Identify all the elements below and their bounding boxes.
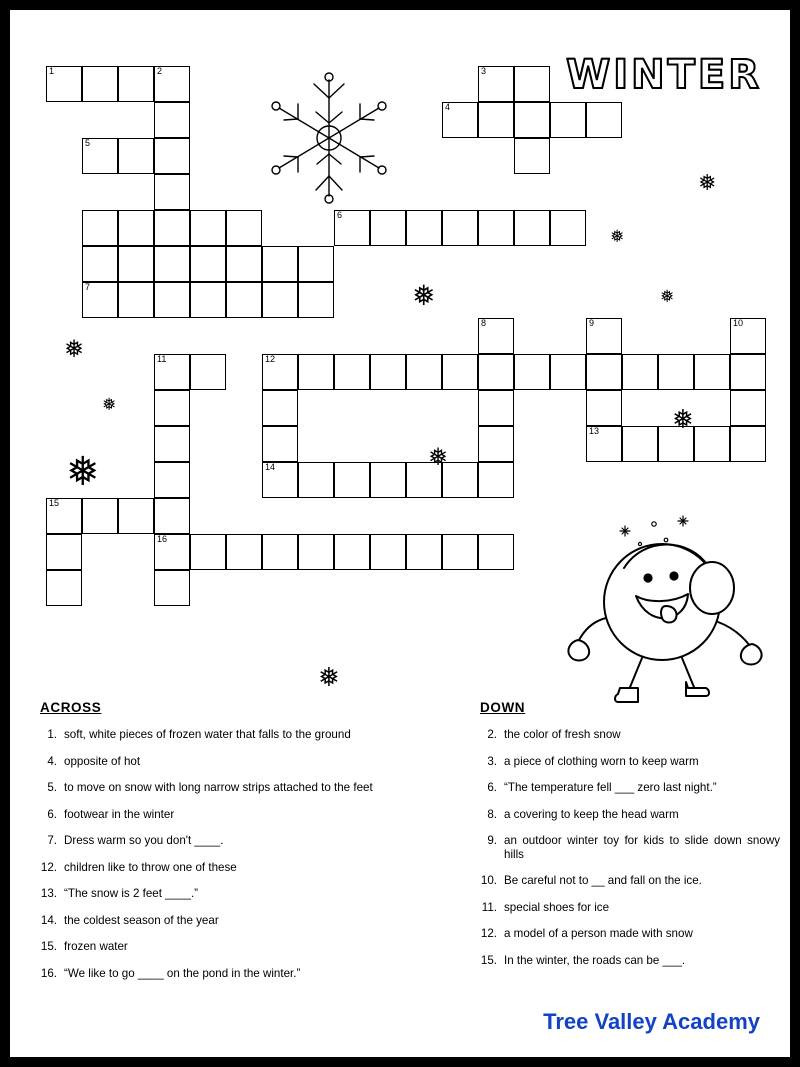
- snowflake-small-icon: ❅: [412, 280, 436, 311]
- down-clue-item: [480, 954, 780, 968]
- snowflake-small-icon: ❅: [318, 662, 340, 692]
- across-clue-item: [40, 755, 440, 769]
- across-clue-item: [40, 834, 440, 848]
- crossword-cell[interactable]: [82, 138, 118, 174]
- down-clue-item: [480, 927, 780, 941]
- cell-number: 3: [481, 66, 487, 76]
- across-clue-item: [40, 861, 440, 875]
- clue-text: soft, white pieces of frozen water that falls to the ground: [64, 728, 351, 741]
- down-heading: DOWN: [480, 700, 526, 715]
- crossword-cell[interactable]: [334, 354, 370, 390]
- snowflake-small-icon: ❅: [698, 170, 717, 195]
- worksheet-page: [10, 10, 790, 1057]
- clue-text: opposite of hot: [64, 754, 141, 768]
- crossword-cell[interactable]: [730, 318, 766, 354]
- clue-text: a model of a person made with snow: [504, 927, 693, 940]
- clue-number: 2.: [487, 728, 497, 741]
- down-clue-item: [480, 901, 780, 915]
- crossword-cell[interactable]: [190, 246, 226, 282]
- across-clue-item: [40, 887, 440, 901]
- crossword-cell[interactable]: [478, 318, 514, 354]
- crossword-cell[interactable]: [370, 462, 406, 498]
- crossword-cell[interactable]: [514, 66, 550, 102]
- across-clue-item: [40, 940, 440, 954]
- across-clue-item: [40, 728, 440, 742]
- crossword-cell[interactable]: [262, 390, 298, 426]
- crossword-cell[interactable]: [334, 462, 370, 498]
- clue-text: a piece of clothing worn to keep warm: [504, 754, 699, 768]
- clue-text: children like to throw one of these: [64, 860, 237, 874]
- crossword-cell[interactable]: [586, 102, 622, 138]
- across-clues: [40, 700, 440, 993]
- cell-number: 13: [589, 426, 600, 436]
- crossword-cell[interactable]: [298, 462, 334, 498]
- crossword-cell[interactable]: [406, 210, 442, 246]
- crossword-cell[interactable]: [154, 462, 190, 498]
- crossword-cell[interactable]: [190, 210, 226, 246]
- crossword-cell[interactable]: [262, 426, 298, 462]
- clue-text: “We like to go ____ on the pond in the winter.”: [64, 966, 301, 980]
- crossword-cell[interactable]: [442, 102, 478, 138]
- crossword-cell[interactable]: [154, 534, 190, 570]
- cell-number: 4: [445, 102, 451, 112]
- clue-text: “The snow is 2 feet ____.”: [64, 887, 199, 900]
- clue-text: to move on snow with long narrow strips attached to the feet: [64, 781, 373, 794]
- clue-number: 15.: [40, 940, 57, 953]
- clue-number: 10.: [480, 874, 497, 887]
- crossword-cell[interactable]: [118, 282, 154, 318]
- crossword-cell[interactable]: [154, 174, 190, 210]
- crossword-cell[interactable]: [226, 210, 262, 246]
- clue-text: frozen water: [64, 940, 128, 953]
- crossword-cell[interactable]: [370, 354, 406, 390]
- page-title: WINTER: [566, 52, 762, 98]
- crossword-cell[interactable]: [478, 426, 514, 462]
- cell-number: 14: [265, 462, 276, 472]
- crossword-cell[interactable]: [694, 354, 730, 390]
- crossword-cell[interactable]: [154, 66, 190, 102]
- crossword-cell[interactable]: [154, 102, 190, 138]
- clue-number: 15.: [480, 953, 497, 967]
- cell-number: 7: [85, 282, 91, 292]
- crossword-cell[interactable]: [586, 354, 622, 390]
- crossword-cell[interactable]: [586, 318, 622, 354]
- crossword-cell[interactable]: [118, 66, 154, 102]
- clue-number: 6.: [487, 781, 497, 794]
- crossword-cell[interactable]: [226, 246, 262, 282]
- crossword-cell[interactable]: [442, 354, 478, 390]
- crossword-cell[interactable]: [226, 282, 262, 318]
- crossword-cell[interactable]: [550, 102, 586, 138]
- clue-number: 5.: [47, 781, 57, 794]
- clue-text: “The temperature fell ___ zero last night.”: [504, 781, 717, 794]
- clue-number: 16.: [40, 966, 57, 980]
- cell-number: 16: [157, 534, 168, 544]
- crossword-cell[interactable]: [298, 282, 334, 318]
- snowflake-small-icon: ❅: [428, 444, 449, 471]
- clue-text: special shoes for ice: [504, 900, 610, 914]
- across-clue-item: [40, 967, 440, 981]
- clue-number: 4.: [47, 754, 57, 768]
- clue-number: 12.: [480, 927, 497, 940]
- crossword-cell[interactable]: [262, 354, 298, 390]
- footer-brand: Tree Valley Academy: [543, 1009, 760, 1034]
- snowflake-small-icon: ❅: [64, 336, 85, 363]
- cell-number: 9: [589, 318, 595, 328]
- crossword-cell[interactable]: [478, 66, 514, 102]
- crossword-cell[interactable]: [154, 498, 190, 534]
- crossword-cell[interactable]: [82, 210, 118, 246]
- crossword-cell[interactable]: [550, 210, 586, 246]
- down-clues: [480, 700, 780, 980]
- crossword-cell[interactable]: [478, 102, 514, 138]
- crossword-cell[interactable]: [46, 498, 82, 534]
- across-clue-item: [40, 808, 440, 822]
- cell-number: 5: [85, 138, 91, 148]
- clue-text: Be careful not to __ and fall on the ice.: [504, 874, 702, 887]
- crossword-cell[interactable]: [118, 498, 154, 534]
- crossword-cell[interactable]: [406, 354, 442, 390]
- crossword-cell[interactable]: [442, 210, 478, 246]
- cell-number: 6: [337, 210, 343, 220]
- snowman-with-earmuffs-icon: [562, 510, 772, 710]
- crossword-cell[interactable]: [262, 246, 298, 282]
- crossword-cell[interactable]: [442, 534, 478, 570]
- crossword-cell[interactable]: [658, 354, 694, 390]
- crossword-cell[interactable]: [154, 138, 190, 174]
- crossword-cell[interactable]: [154, 354, 190, 390]
- crossword-cell[interactable]: [190, 354, 226, 390]
- crossword-cell[interactable]: [118, 210, 154, 246]
- crossword-cell[interactable]: [622, 426, 658, 462]
- crossword-cell[interactable]: [226, 534, 262, 570]
- crossword-cell[interactable]: [298, 246, 334, 282]
- clue-number: 12.: [40, 860, 57, 874]
- clue-number: 13.: [40, 887, 57, 900]
- clue-number: 6.: [47, 807, 57, 821]
- clue-number: 8.: [487, 807, 497, 821]
- crossword-cell[interactable]: [154, 282, 190, 318]
- crossword-cell[interactable]: [514, 210, 550, 246]
- crossword-cell[interactable]: [154, 210, 190, 246]
- across-clue-item: [40, 914, 440, 928]
- crossword-cell[interactable]: [334, 210, 370, 246]
- crossword-cell[interactable]: [478, 354, 514, 390]
- crossword-cell[interactable]: [82, 498, 118, 534]
- clue-number: 14.: [40, 913, 57, 927]
- snowflake-small-icon: ❅: [672, 404, 694, 434]
- clue-number: 3.: [487, 754, 497, 768]
- down-clue-item: [480, 834, 780, 861]
- cell-number: 8: [481, 318, 487, 328]
- across-clue-item: [40, 781, 440, 795]
- clue-text: a covering to keep the head warm: [504, 807, 679, 821]
- crossword-cell[interactable]: [730, 354, 766, 390]
- snowflake-large-outline-icon: [254, 68, 404, 208]
- crossword-cell[interactable]: [334, 534, 370, 570]
- crossword-cell[interactable]: [586, 426, 622, 462]
- crossword-cell[interactable]: [370, 534, 406, 570]
- crossword-cell[interactable]: [298, 534, 334, 570]
- crossword-cell[interactable]: [298, 354, 334, 390]
- crossword-cell[interactable]: [262, 534, 298, 570]
- crossword-cell[interactable]: [118, 246, 154, 282]
- crossword-cell[interactable]: [478, 462, 514, 498]
- clue-number: 11.: [481, 900, 497, 914]
- down-clue-item: [480, 781, 780, 795]
- snowflake-small-icon: ❅: [660, 287, 675, 306]
- down-clue-item: [480, 874, 780, 888]
- crossword-cell[interactable]: [46, 570, 82, 606]
- crossword-cell[interactable]: [730, 390, 766, 426]
- crossword-cell[interactable]: [406, 534, 442, 570]
- crossword-cell[interactable]: [190, 282, 226, 318]
- crossword-cell[interactable]: [82, 282, 118, 318]
- crossword-cell[interactable]: [46, 534, 82, 570]
- cell-number: 1: [49, 66, 55, 76]
- crossword-cell[interactable]: [190, 534, 226, 570]
- clue-number: 9.: [487, 834, 497, 847]
- crossword-cell[interactable]: [478, 534, 514, 570]
- crossword-cell[interactable]: [154, 390, 190, 426]
- clue-text: the coldest season of the year: [64, 913, 219, 927]
- clue-number: 7.: [47, 834, 57, 847]
- crossword-cell[interactable]: [622, 354, 658, 390]
- crossword-cell[interactable]: [514, 138, 550, 174]
- crossword-cell[interactable]: [262, 282, 298, 318]
- crossword-cell[interactable]: [694, 426, 730, 462]
- crossword-cell[interactable]: [478, 390, 514, 426]
- crossword-cell[interactable]: [550, 354, 586, 390]
- cell-number: 10: [733, 318, 744, 328]
- crossword-cell[interactable]: [514, 102, 550, 138]
- down-clue-item: [480, 808, 780, 822]
- clue-text: the color of fresh snow: [504, 728, 621, 741]
- cell-number: 11: [157, 354, 167, 364]
- snowflake-small-icon: ❅: [102, 395, 117, 414]
- crossword-cell[interactable]: [370, 210, 406, 246]
- clue-text: In the winter, the roads can be ___.: [504, 953, 686, 967]
- clue-number: 1.: [47, 728, 57, 741]
- down-clue-item: [480, 728, 780, 742]
- crossword-cell[interactable]: [154, 246, 190, 282]
- crossword-cell[interactable]: [586, 390, 622, 426]
- cell-number: 2: [157, 66, 163, 76]
- snowflake-small-icon: ❅: [610, 227, 625, 246]
- clue-text: footwear in the winter: [64, 807, 175, 821]
- clue-lists: [10, 700, 790, 1020]
- crossword-cell[interactable]: [730, 426, 766, 462]
- cell-number: 12: [265, 354, 276, 364]
- clue-text: Dress warm so you don't ____.: [64, 834, 224, 847]
- crossword-cell[interactable]: [82, 246, 118, 282]
- snowflake-small-icon: ❅: [66, 450, 100, 494]
- crossword-cell[interactable]: [46, 66, 82, 102]
- down-clue-item: [480, 755, 780, 769]
- crossword-cell[interactable]: [154, 570, 190, 606]
- crossword-cell[interactable]: [262, 462, 298, 498]
- clue-text: an outdoor winter toy for kids to slide down snowy hills: [504, 834, 780, 861]
- crossword-cell[interactable]: [154, 426, 190, 462]
- cell-number: 15: [49, 498, 60, 508]
- crossword-cell[interactable]: [118, 138, 154, 174]
- crossword-cell[interactable]: [514, 354, 550, 390]
- crossword-cell[interactable]: [82, 66, 118, 102]
- across-heading: ACROSS: [40, 700, 102, 715]
- crossword-cell[interactable]: [478, 210, 514, 246]
